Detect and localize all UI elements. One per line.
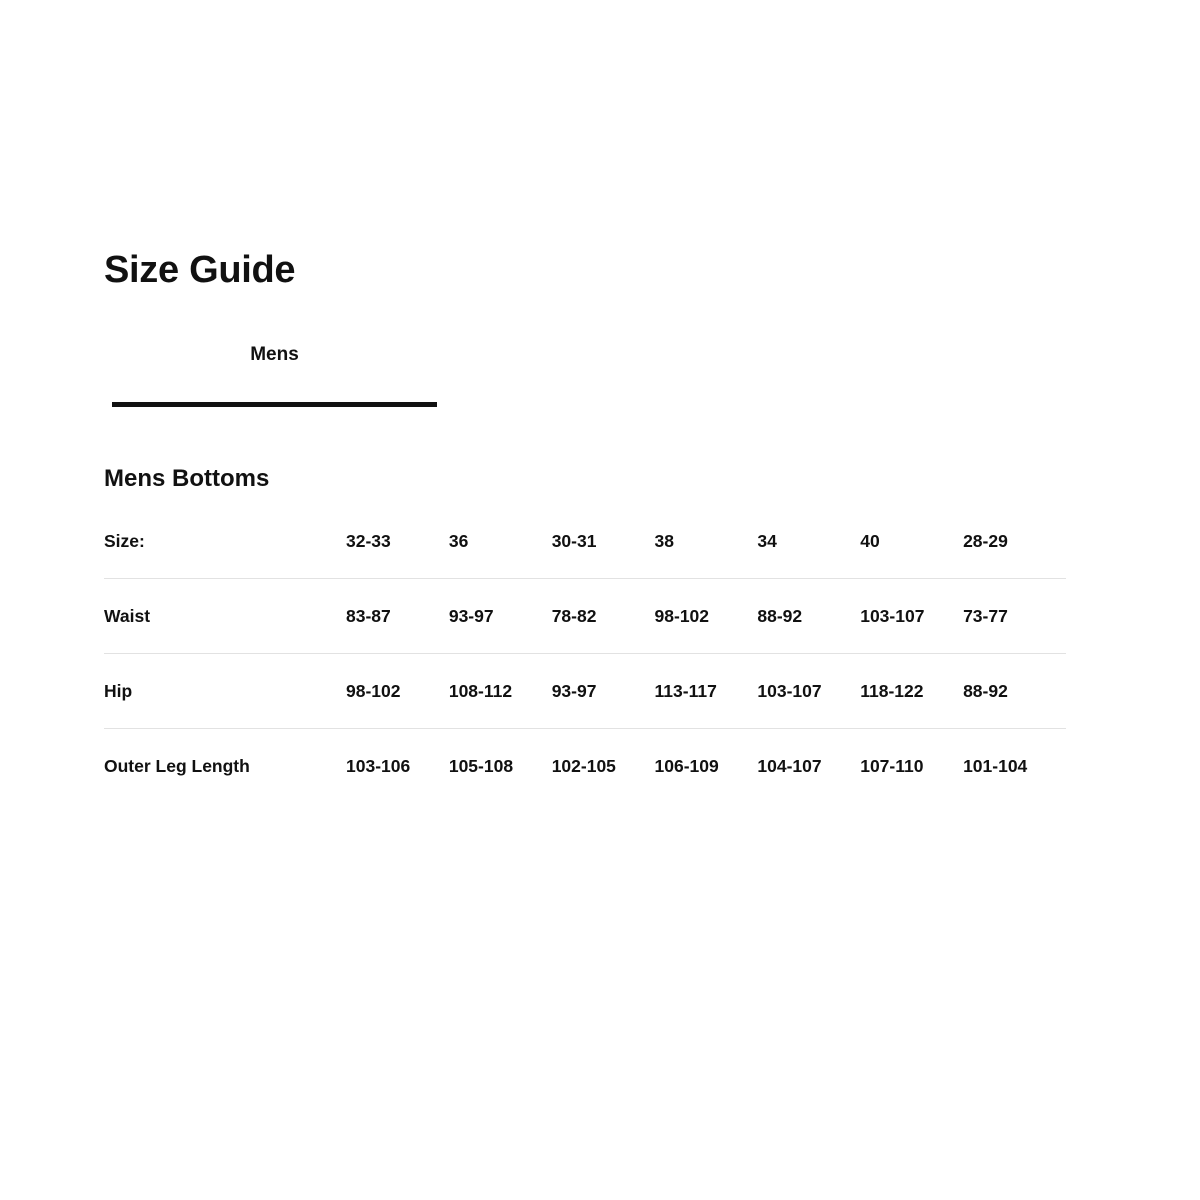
page-title: Size Guide [104, 249, 296, 291]
table-cell: 103-107 [860, 578, 963, 653]
row-label: Waist [104, 578, 346, 653]
table-cell: 103-107 [757, 653, 860, 728]
table-cell: 36 [448, 530, 469, 551]
table-cell: 83-87 [346, 578, 449, 653]
table-cell: 32-33 [346, 530, 391, 551]
row-label: Size: [104, 530, 145, 551]
table-cell: 107-110 [860, 728, 963, 803]
table-cell: 102-105 [552, 728, 655, 803]
table-cell: 104-107 [757, 728, 860, 803]
table-cell: 40 [860, 530, 880, 551]
table-cell: 28-29 [963, 530, 1008, 551]
size-guide-tabs [112, 344, 437, 407]
table-cell: 73-77 [963, 578, 1066, 653]
table-row [104, 578, 1066, 653]
section-title: Mens Bottoms [104, 464, 270, 492]
table-cell: 103-106 [346, 728, 449, 803]
size-chart-table [104, 527, 1066, 803]
table-cell: 118-122 [860, 653, 963, 728]
table-cell: 105-108 [449, 728, 552, 803]
table-cell: 98-102 [655, 578, 758, 653]
table-cell: 88-92 [963, 653, 1066, 728]
table-cell: 30-31 [551, 530, 597, 551]
table-cell: 106-109 [655, 728, 758, 803]
table-cell: 101-104 [963, 728, 1066, 803]
table-cell: 93-97 [449, 578, 552, 653]
table-row [104, 653, 1066, 728]
table-row [104, 527, 1066, 579]
table-cell: 113-117 [655, 653, 758, 728]
tab-mens[interactable]: Mens [250, 343, 299, 365]
row-label: Hip [104, 653, 346, 728]
table-cell: 93-97 [552, 653, 655, 728]
row-label: Outer Leg Length [104, 728, 346, 803]
table-cell: 78-82 [552, 578, 655, 653]
table-cell: 98-102 [346, 653, 449, 728]
size-guide-content [104, 250, 1084, 803]
table-cell: 38 [654, 530, 674, 551]
table-cell: 88-92 [757, 578, 860, 653]
table-cell: 34 [757, 530, 777, 551]
table-cell: 108-112 [449, 653, 552, 728]
table-row [104, 728, 1066, 803]
